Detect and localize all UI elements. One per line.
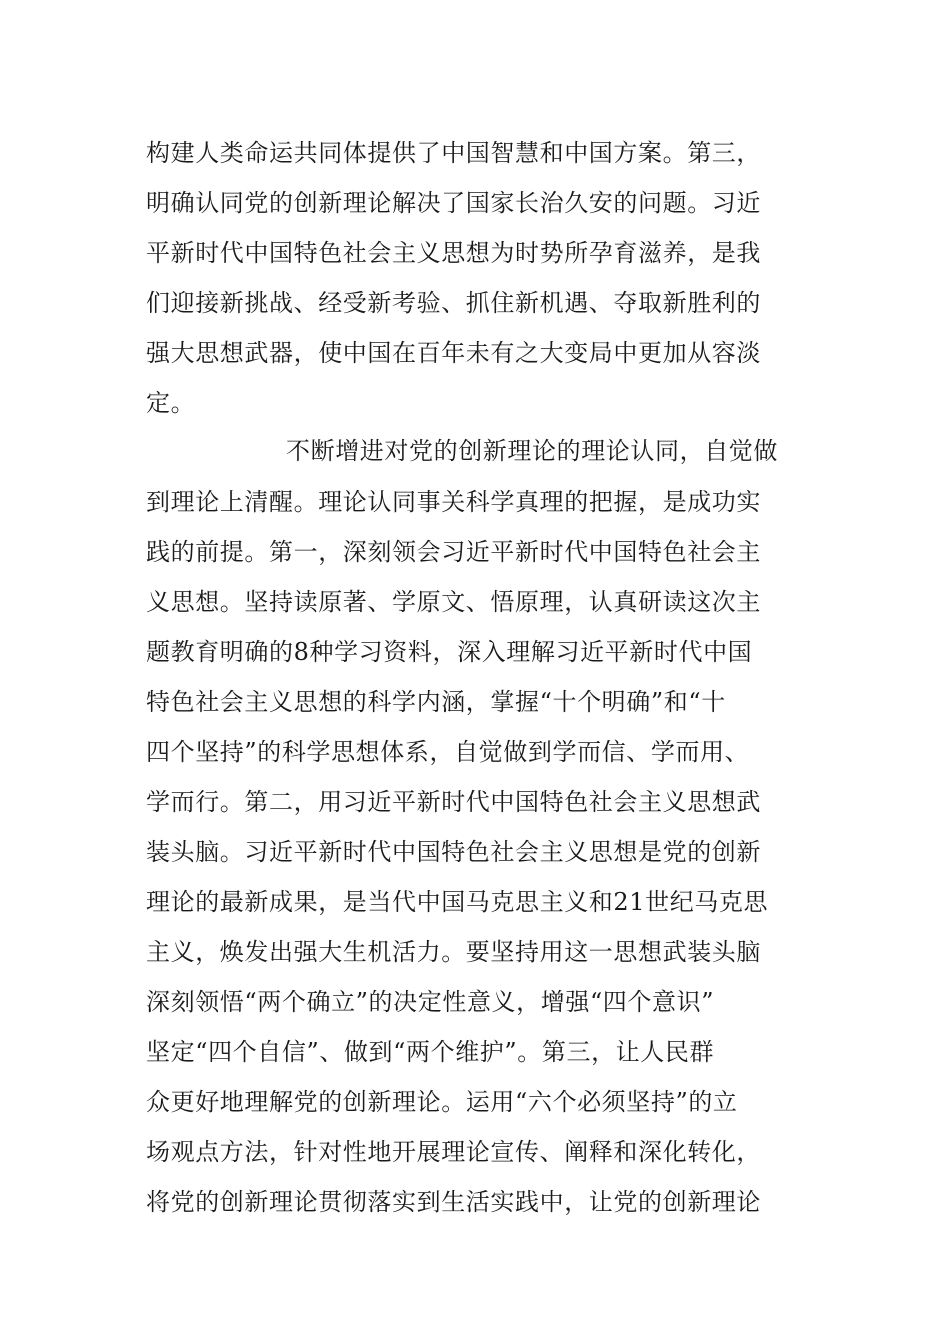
text-line-8: 到理论上清醒。理论认同事关科学真理的把握，是成功实 [146,488,761,516]
text-line-1: 构建人类命运共同体提供了中国智慧和中国方案。第三， [146,139,761,167]
text-line-21: 场观点方法，针对性地开展理论宣传、阐释和深化转化， [146,1138,761,1166]
text-line-4: 们迎接新挑战、经受新考验、抓住新机遇、夺取新胜利的 [146,289,761,317]
text-line-5: 强大思想武器，使中国在百年未有之大变局中更加从容淡 [146,339,761,367]
text-line-10: 义思想。坚持读原著、学原文、悟原理，认真研读这次主 [146,588,761,616]
text-line-3: 平新时代中国特色社会主义思想为时势所孕育滋养，是我 [146,239,761,267]
paragraph-opening-line: 不断增进对党的创新理论的理论认同，自觉做 [286,437,778,465]
text-line-20: 众更好地理解党的创新理论。运用“六个必须坚持”的立 [146,1088,738,1116]
text-line-2: 明确认同党的创新理论解决了国家长治久安的问题。习近 [146,189,761,217]
text-line-18: 深刻领悟“两个确立”的决定性意义，增强“四个意识” [146,988,715,1016]
text-line-9: 践的前提。第一，深刻领会习近平新时代中国特色社会主 [146,538,761,566]
text-line-16: 理论的最新成果，是当代中国马克思主义和21世纪马克思 [146,888,769,916]
text-line-11: 题教育明确的8种学习资料，深入理解习近平新时代中国 [146,638,753,666]
text-line-6: 定。 [146,389,196,417]
text-line-14: 学而行。第二，用习近平新时代中国特色社会主义思想武 [146,788,761,816]
text-line-17: 主义，焕发出强大生机活力。要坚持用这一思想武装头脑 [146,938,761,966]
text-line-22: 将党的创新理论贯彻落实到生活实践中，让党的创新理论 [146,1188,761,1216]
text-line-15: 装头脑。习近平新时代中国特色社会主义思想是党的创新 [146,838,761,866]
text-line-13: 四个坚持”的科学思想体系，自觉做到学而信、学而用、 [146,738,750,766]
text-line-19: 坚定“四个自信”、做到“两个维护”。第三，让人民群 [146,1038,715,1066]
text-line-12: 特色社会主义思想的科学内涵，掌握“十个明确”和“十 [146,688,726,716]
